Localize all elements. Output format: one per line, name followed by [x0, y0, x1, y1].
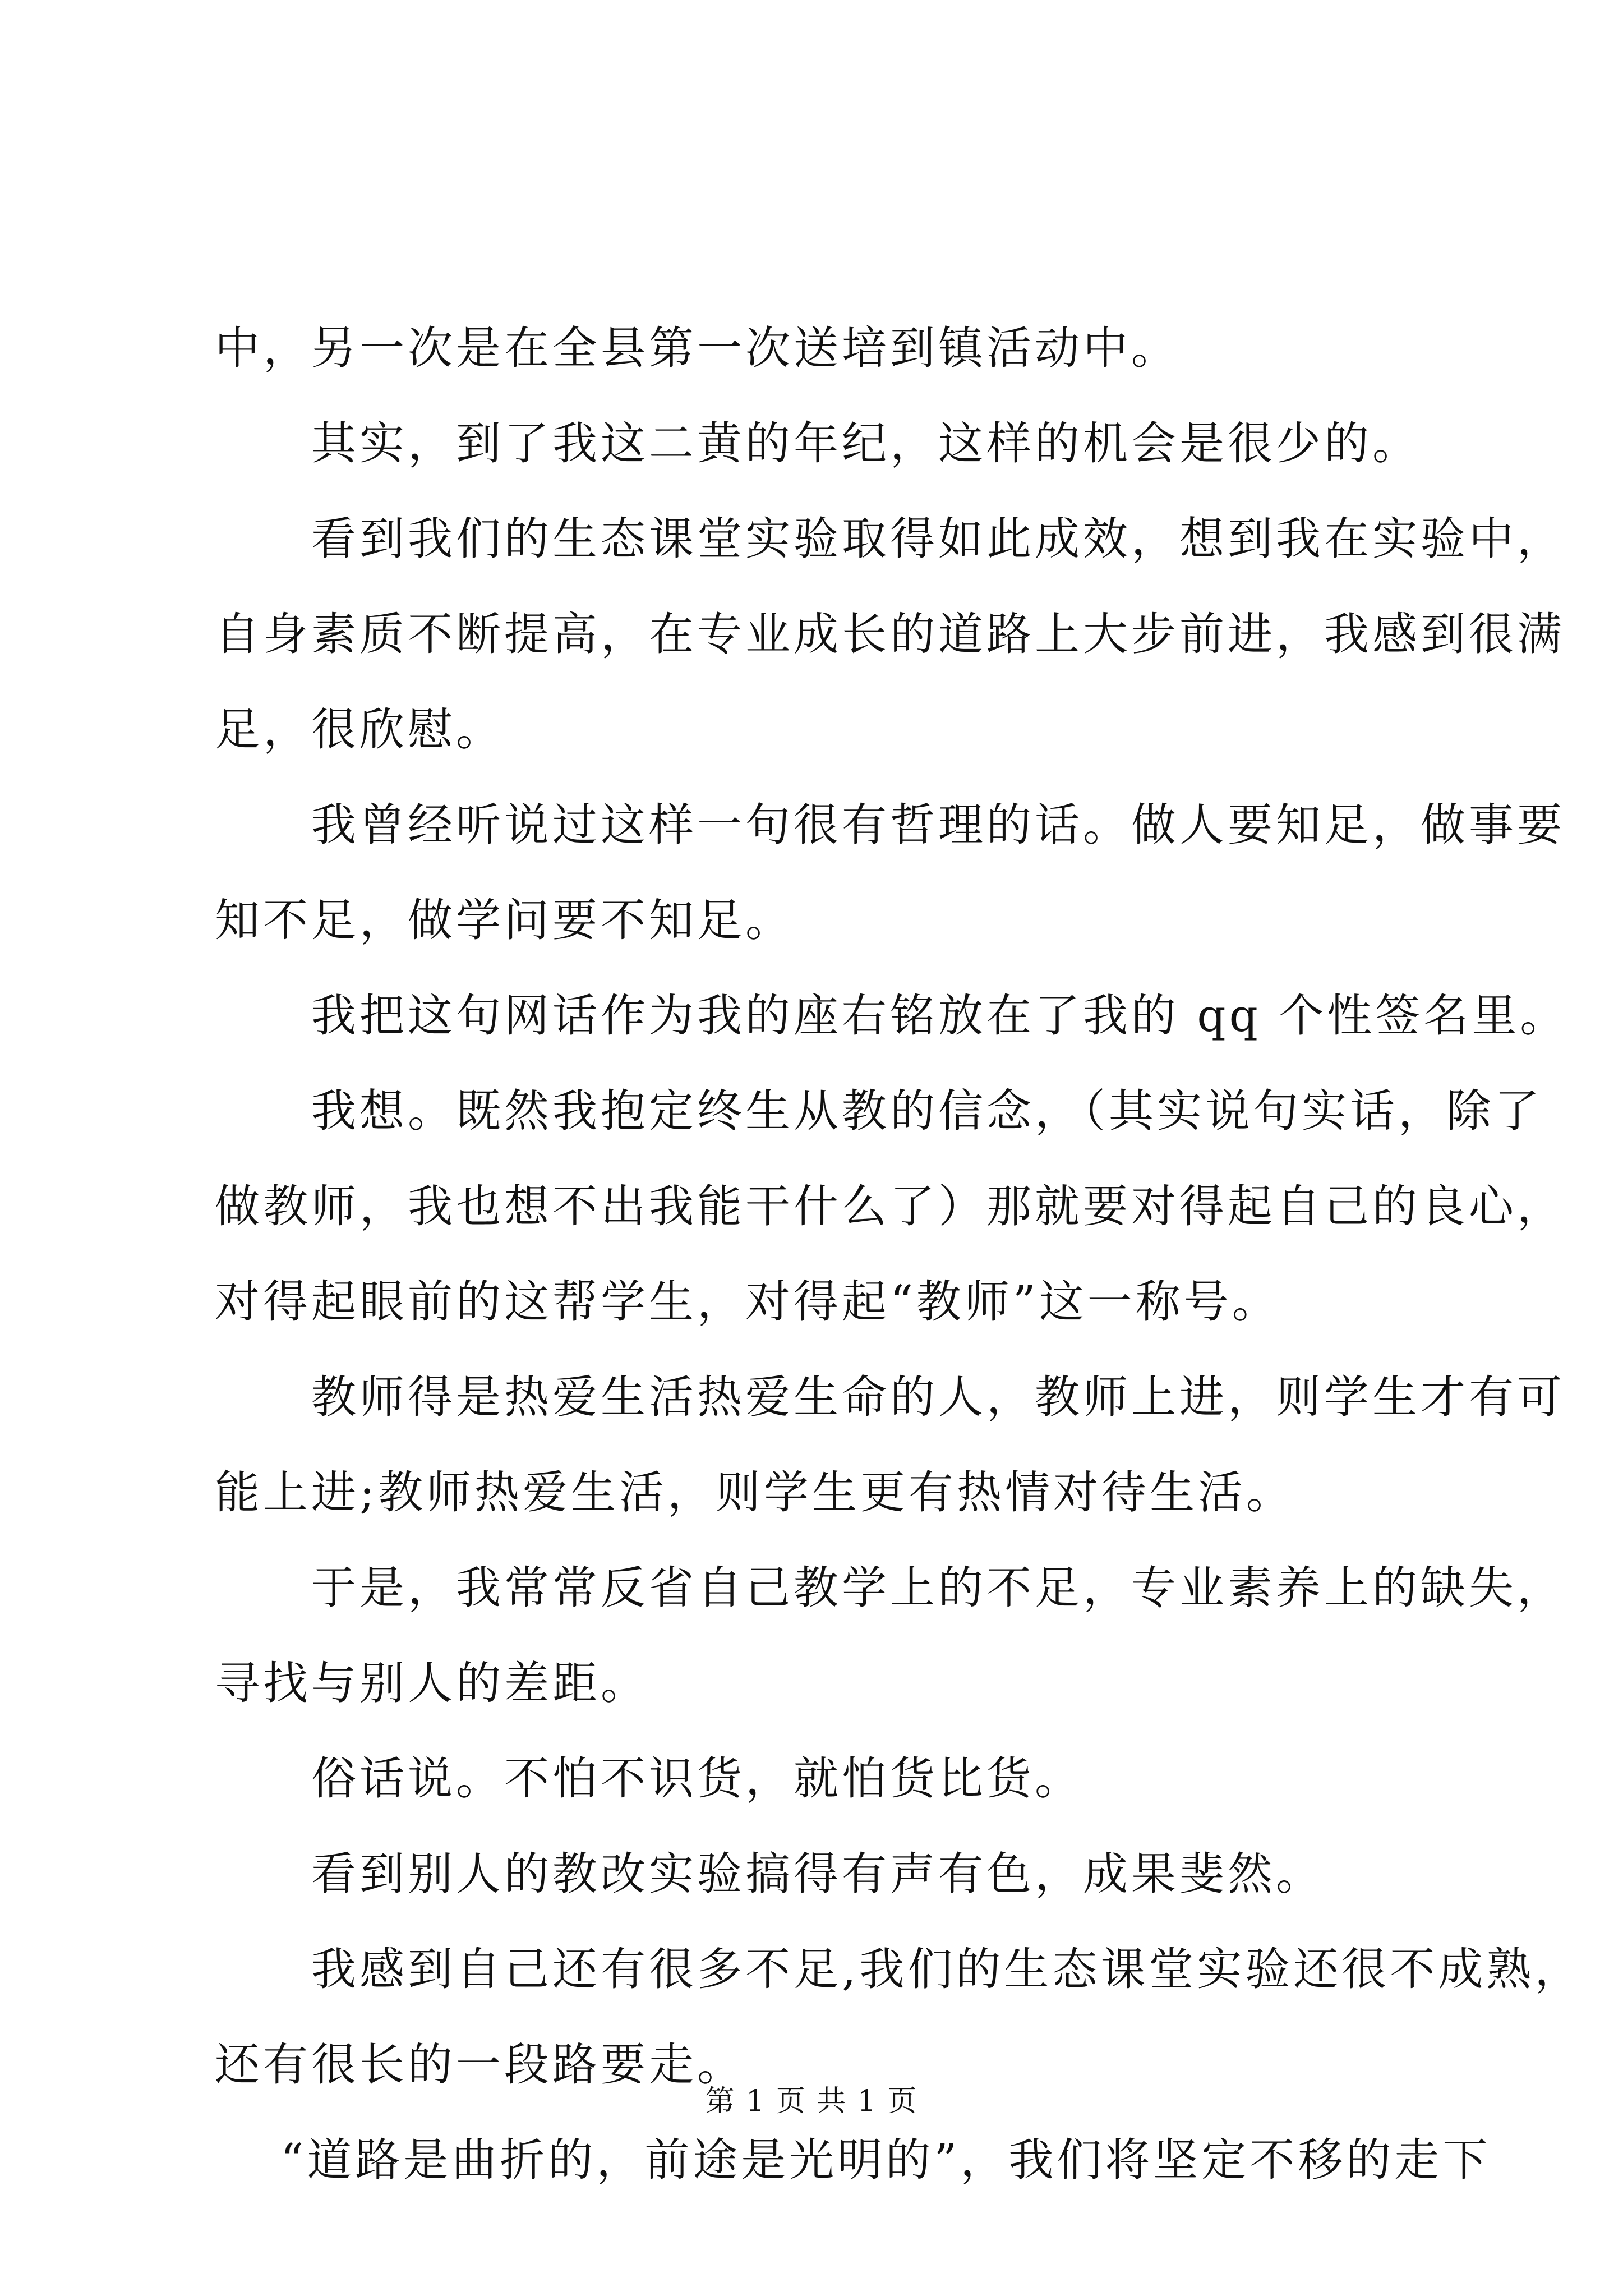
text-line: “道路是曲折的，前途是光明的”，我们将坚定不移的走下: [215, 2134, 1491, 2186]
text-line: 自身素质不断提高，在专业成长的道路上大步前进，我感到很满: [215, 608, 1565, 660]
document-body: [215, 301, 1583, 2208]
text-line: 中，另一次是在全县第一次送培到镇活动中。: [215, 322, 1179, 374]
text-line: 我把这句网话作为我的座右铭放在了我的 qq 个性签名里。: [215, 990, 1569, 1042]
text-line: 知不足，做学问要不知足。: [215, 894, 794, 946]
text-line: 看到别人的教改实验搞得有声有色，成果斐然。: [215, 1848, 1324, 1900]
text-line: 其实，到了我这二黄的年纪，这样的机会是很少的。: [215, 417, 1421, 470]
text-line: 我想。既然我抱定终生从教的信念，（其实说句实话，除了: [215, 1085, 1543, 1137]
text-line: 俗话说。不怕不识货，就怕货比货。: [215, 1752, 1083, 1805]
text-line: 我感到自己还有很多不足,我们的生态课堂实验还很不成熟，: [215, 1943, 1583, 1995]
text-line: 寻找与别人的差距。: [215, 1657, 649, 1709]
text-line: 看到我们的生态课堂实验取得如此成效，想到我在实验中，: [215, 513, 1565, 565]
text-line: 足，很欣慰。: [215, 703, 504, 756]
text-line: 对得起眼前的这帮学生，对得起“教师”这一称号。: [215, 1276, 1280, 1328]
text-line: 教师得是热爱生活热爱生命的人，教师上进，则学生才有可: [215, 1371, 1565, 1423]
page-number: 第 1 页 共 1 页: [705, 2085, 918, 2118]
text-line: 能上进;教师热爱生活，则学生更有热情对待生活。: [215, 1466, 1294, 1519]
text-line: 做教师，我也想不出我能干什么了）那就要对得起自己的良心，: [215, 1180, 1565, 1232]
page-footer: [0, 2079, 1623, 2124]
text-line: 还有很长的一段路要走。: [215, 2039, 745, 2091]
text-line: 于是，我常常反省自己教学上的不足，专业素养上的缺失，: [215, 1562, 1565, 1614]
text-line: 我曾经听说过这样一句很有哲理的话。做人要知足，做事要: [215, 799, 1565, 851]
